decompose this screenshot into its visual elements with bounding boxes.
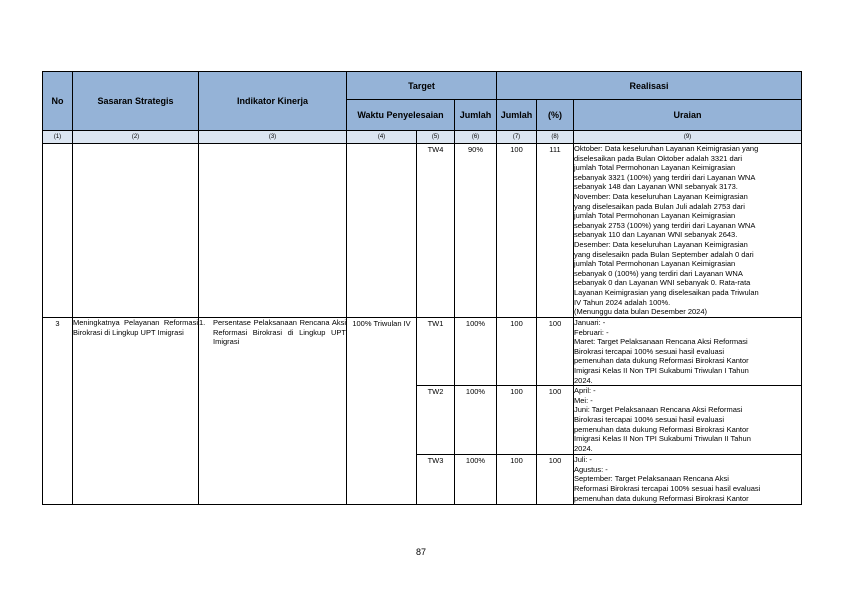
target-percent-cell: 100% [455,318,497,386]
uraian-line: sebanyak 110 dan Layanan WNI sebanyak 2643. [574,230,738,240]
uraian-line: yang diselesaikan pada Bulan Juli adalah 2753 dari [574,201,745,211]
performance-table [42,71,802,505]
column-number: (9) [574,131,802,144]
uraian-cell [574,455,802,505]
uraian-line: September: Target Pelaksanaan Rencana Aksi [574,474,729,484]
uraian-line: April: - [574,386,596,396]
uraian-line: Desember: Data keseluruhan Layanan Keimigrasian [574,239,748,249]
header-indikator-kinerja: Indikator Kinerja [199,72,347,131]
uraian-line: Juli: - [574,455,592,465]
realisasi-jumlah-cell: 100 [497,455,537,505]
uraian-line: Reformasi Birokrasi tercapai 100% sesuai hasil evaluasi [574,483,761,493]
sasaran-strategis-cell: Meningkatnya Pelayanan Reformasi Birokrasi di Lingkup UPT Imigrasi [73,318,199,505]
table-row [43,144,802,318]
uraian-line: 2024. [574,375,593,385]
uraian-line: pemenuhan data dukung Reformasi Birokrasi Kantor [574,356,749,366]
uraian-line: Birokrasi tercapai 100% sesuai hasil evaluasi [574,346,725,356]
realisasi-persen-cell: 100 [537,318,574,386]
indikator-number: 1. [199,318,206,327]
uraian-line: Imigrasi Kelas II Non TPI Sukabumi Triwulan I Tahun [574,365,749,375]
uraian-line: diselesaikan pada Bulan Oktober adalah 3321 dari [574,153,743,163]
indikator-text: Persentase Pelaksanaan Rencana Aksi Reformasi Birokrasi di Lingkup UPT Imigrasi [213,318,346,347]
triwulan-cell: TW1 [417,318,455,386]
uraian-line: sebanyak 148 dan Layanan WNI sebanyak 3173. [574,182,738,192]
uraian-line: sebanyak 2753 (100%) yang terdiri dari Layanan WNA [574,220,756,230]
triwulan-cell: TW2 [417,386,455,455]
uraian-line: (Menunggu data bulan Desember 2024) [574,307,708,317]
header-jumlah-realisasi: Jumlah [497,100,537,131]
uraian-line: sebanyak 0 dan Layanan WNI sebanyak 0. Rata-rata [574,278,751,288]
uraian-line: Layanan Keimigrasian yang diselesaikan pada Triwulan [574,287,759,297]
uraian-line: November: Data keseluruhan Layanan Keimigrasian [574,191,748,201]
realisasi-persen-cell: 100 [537,455,574,505]
header-target: Target [347,72,497,100]
realisasi-persen-cell: 100 [537,386,574,455]
uraian-line: Imigrasi Kelas II Non TPI Sukabumi Triwulan II Tahun [574,434,751,444]
header-uraian: Uraian [574,100,802,131]
column-number: (3) [199,131,347,144]
uraian-line: 2024. [574,443,593,453]
column-number: (6) [455,131,497,144]
empty-cell [199,144,347,318]
triwulan-cell: TW4 [417,144,455,318]
header-sasaran-strategis: Sasaran Strategis [73,72,199,131]
uraian-line: Agustus: - [574,464,608,474]
realisasi-jumlah-cell: 100 [497,318,537,386]
uraian-line: jumlah Total Permohonan Layanan Keimigrasian [574,163,736,173]
target-percent-cell: 90% [455,144,497,318]
header-jumlah-target: Jumlah [455,100,497,131]
triwulan-cell: TW3 [417,455,455,505]
uraian-line: jumlah Total Permohonan Layanan Keimigrasian [574,259,736,269]
empty-cell [347,144,417,318]
uraian-line: pemenuhan data dukung Reformasi Birokrasi Kantor [574,493,749,503]
uraian-cell [574,386,802,455]
column-number-row [43,131,802,144]
uraian-line: Juni: Target Pelaksanaan Rencana Aksi Reformasi [574,405,743,415]
header-no: No [43,72,73,131]
target-percent-cell: 100% [455,455,497,505]
row-number-cell: 3 [43,318,73,505]
uraian-line: jumlah Total Permohonan Layanan Keimigrasian [574,211,736,221]
realisasi-jumlah-cell: 100 [497,386,537,455]
realisasi-jumlah-cell: 100 [497,144,537,318]
uraian-line: Birokrasi tercapai 100% sesuai hasil evaluasi [574,414,725,424]
empty-cell [43,144,73,318]
uraian-cell [574,318,802,386]
uraian-line: IV Tahun 2024 adalah 100%. [574,297,671,307]
header-persen: (%) [537,100,574,131]
page-number: 87 [415,547,426,557]
empty-cell [73,144,199,318]
uraian-cell [574,144,802,318]
uraian-line: sebanyak 3321 (100%) yang terdiri dari Layanan WNA [574,172,756,182]
header-realisasi: Realisasi [497,72,802,100]
waktu-penyelesaian-cell: 100% Triwulan IV [347,318,417,505]
header-waktu-penyelesaian: Waktu Penyelesaian [347,100,455,131]
column-number: (1) [43,131,73,144]
column-number: (4) [347,131,417,144]
column-number: (8) [537,131,574,144]
uraian-line: sebanyak 0 (100%) yang terdiri dari Layanan WNA [574,268,743,278]
uraian-line: Januari: - [574,318,606,327]
column-number: (2) [73,131,199,144]
column-number: (7) [497,131,537,144]
target-percent-cell: 100% [455,386,497,455]
uraian-line: Februari: - [574,327,609,337]
uraian-line: Maret: Target Pelaksanaan Rencana Aksi Reformasi [574,337,748,347]
table-row [43,318,802,386]
uraian-line: Mei: - [574,395,593,405]
uraian-line: pemenuhan data dukung Reformasi Birokrasi Kantor [574,424,749,434]
column-number: (5) [417,131,455,144]
indikator-kinerja-cell [199,318,347,505]
realisasi-persen-cell: 111 [537,144,574,318]
uraian-line: yang diselesaikn pada Bulan September adalah 0 dari [574,249,754,259]
uraian-line: Oktober: Data keseluruhan Layanan Keimigrasian yang [574,144,759,153]
